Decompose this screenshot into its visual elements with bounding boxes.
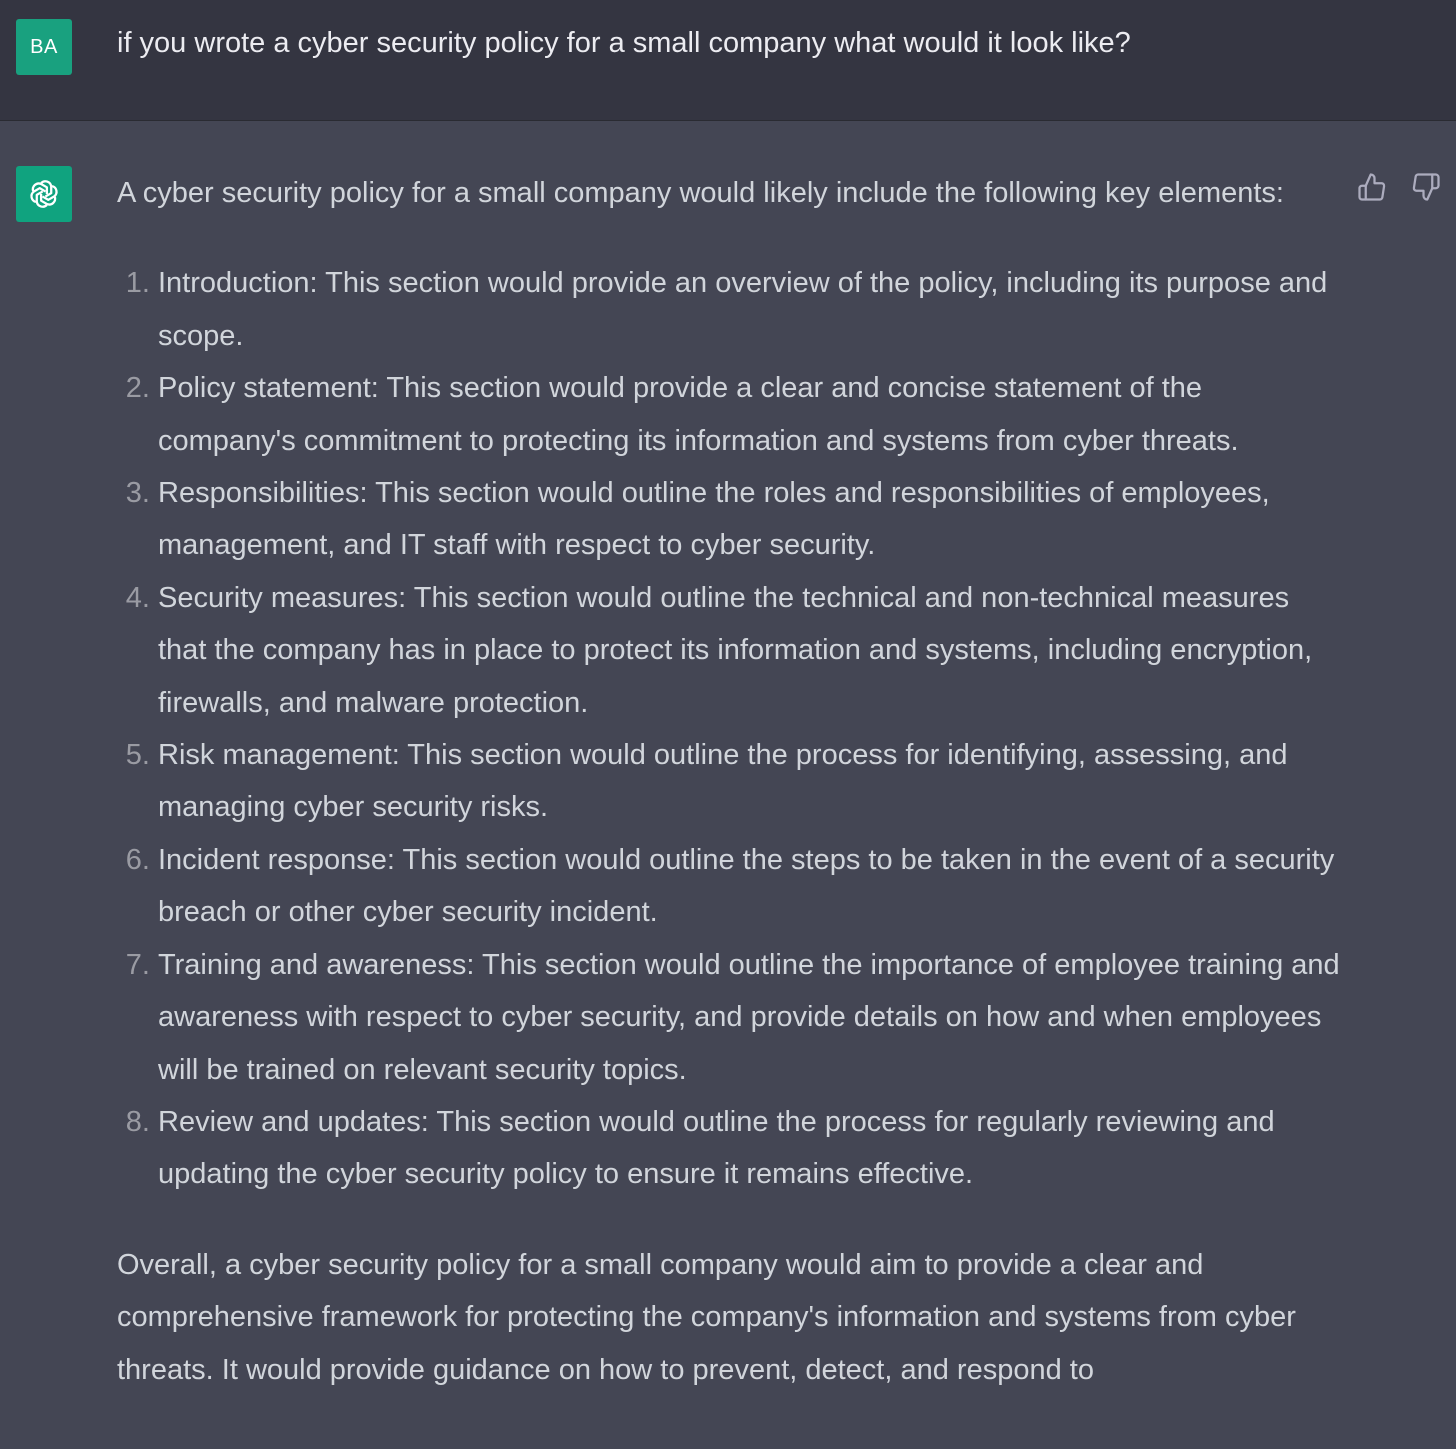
list-item: 8. Review and updates: This section would outline the process for regularly reviewing and updating the cyber security policy to ensure it remains effective.	[158, 1096, 1342, 1201]
bottom-fade	[0, 1409, 1456, 1449]
assistant-message-content	[117, 167, 1342, 1396]
list-item: 2. Policy statement: This section would provide a clear and concise statement of the company's commitment to protecting its information and systems from cyber threats.	[158, 362, 1342, 467]
thumbs-down-button[interactable]	[1410, 171, 1442, 203]
policy-elements-list	[117, 257, 1342, 1200]
list-item: 1. Introduction: This section would provide an overview of the policy, including its purpose and scope.	[158, 257, 1342, 362]
list-item: 3. Responsibilities: This section would outline the roles and responsibilities of employees, management, and IT staff with respect to cyber security.	[158, 467, 1342, 572]
thumbs-up-button[interactable]	[1356, 171, 1388, 203]
user-avatar	[16, 19, 72, 75]
assistant-intro: A cyber security policy for a small company would likely include the following key elements:	[117, 177, 1284, 209]
user-message-text: if you wrote a cyber security policy for a small company what would it look like?	[117, 27, 1131, 59]
list-item: 6. Incident response: This section would outline the steps to be taken in the event of a security breach or other cyber security incident.	[158, 834, 1342, 939]
assistant-message-row	[0, 121, 1456, 1449]
assistant-avatar	[16, 166, 72, 222]
feedback-buttons	[1356, 171, 1442, 203]
user-message-row	[0, 0, 1456, 121]
assistant-conclusion: Overall, a cyber security policy for a small company would aim to provide a clear and comprehensive framework for protecting the company's information and systems from cyber threats. It would provide guidance on how to prevent, detect, and respond to	[117, 1248, 1296, 1386]
list-item: 4. Security measures: This section would outline the technical and non-technical measures that the company has in place to protect its information and systems, including encryption, firewalls, and malware protection.	[158, 572, 1342, 729]
openai-logo-icon	[25, 175, 63, 213]
list-item: 5. Risk management: This section would outline the process for identifying, assessing, and managing cyber security risks.	[158, 729, 1342, 834]
thumbs-up-icon	[1357, 172, 1387, 202]
list-item: 7. Training and awareness: This section would outline the importance of employee training and awareness with respect to cyber security, and provide details on how and when employees will be trained on relevant security topics.	[158, 939, 1342, 1096]
thumbs-down-icon	[1411, 172, 1441, 202]
user-avatar-initials: BA	[30, 35, 58, 58]
